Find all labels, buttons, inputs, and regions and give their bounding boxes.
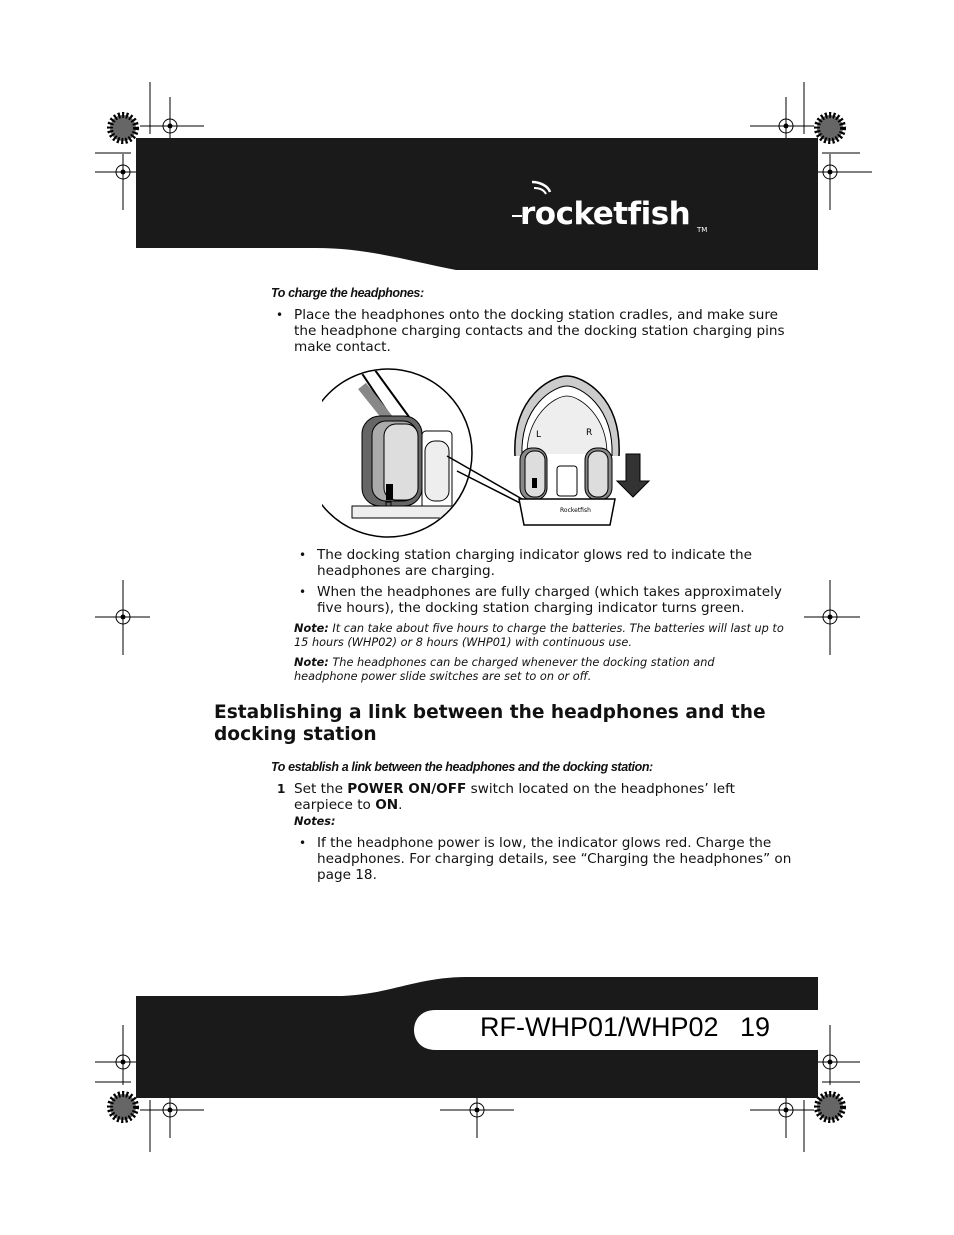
charge-bullet-1-line-3: make contact.: [294, 339, 391, 355]
on-label: ON: [375, 797, 399, 813]
charge-bullet-1-line-2: the headphone charging contacts and the docking station charging pins: [294, 323, 785, 339]
note-charge-switch: [294, 656, 766, 684]
step-1-line2-post: .: [398, 797, 403, 813]
svg-text:Rocketfish: Rocketfish: [560, 507, 591, 514]
figure-label-right: R: [586, 428, 593, 438]
sub-bullet-2-line-2: five hours), the docking station charging indicator turns green.: [317, 600, 745, 616]
power-switch-label: POWER ON/OFF: [347, 781, 467, 797]
section-heading-line-1: Establishing a link between the headphones and the: [214, 702, 766, 723]
headphones-docking-figure: [322, 366, 652, 541]
charge-bullet-1: [276, 307, 785, 357]
link-step-1: [277, 781, 747, 815]
step-1-line2-pre: earpiece to: [294, 797, 376, 813]
charge-sub-bullet-2: [299, 584, 782, 618]
section-heading-line-2: docking station: [214, 724, 377, 745]
sub-bullet-1-line-1: The docking station charging indicator glows red to indicate the: [317, 547, 752, 563]
page-number: 19: [740, 1012, 771, 1042]
brand-logo: rocketfish: [520, 196, 691, 232]
note-charge-time: [294, 622, 784, 650]
notes-heading: Notes:: [294, 815, 336, 828]
note-1-line-2: 15 hours (WHP02) or 8 hours (WHP01) with continuous use.: [294, 636, 632, 649]
charge-run-head: To charge the headphones:: [271, 286, 424, 300]
note-label: Note:: [294, 656, 329, 669]
note-1-line-1: It can take about five hours to charge the batteries. The batteries will last up to: [332, 622, 784, 635]
notes-label: [294, 815, 766, 829]
step-number: 1: [277, 782, 286, 796]
brand-logo-tm: TM: [697, 226, 708, 234]
link-notes-bullet: [299, 835, 792, 885]
link-run-head: To establish a link between the headphones and the docking station:: [271, 760, 653, 774]
sub-bullet-1-line-2: headphones are charging.: [317, 563, 495, 579]
link-note-line-2: headphones. For charging details, see “Charging the headphones” on: [317, 851, 792, 867]
link-note-line-1: If the headphone power is low, the indicator glows red. Charge the: [317, 835, 772, 851]
down-arrow-icon: [617, 454, 649, 497]
step-1-mid: switch located on the headphones’ left: [466, 781, 735, 797]
bullet-mark: •: [299, 836, 307, 850]
section-heading: [214, 702, 774, 746]
note-2-line-1: The headphones can be charged whenever the docking station and: [332, 656, 715, 669]
figure-label-left: L: [536, 430, 542, 440]
charge-bullet-1-line-1: Place the headphones onto the docking station cradles, and make sure: [294, 307, 779, 323]
sub-bullet-2-line-1: When the headphones are fully charged (which takes approximately: [317, 584, 782, 600]
bullet-mark: •: [299, 585, 307, 599]
note-2-line-2: headphone power slide switches are set to on or off.: [294, 670, 592, 683]
bullet-mark: •: [276, 308, 284, 322]
link-note-line-3: page 18.: [317, 867, 377, 883]
footer-model: RF-WHP01/WHP02: [480, 1012, 719, 1042]
step-1-pre: Set the: [294, 781, 348, 797]
bullet-mark: •: [299, 548, 307, 562]
header-band: [136, 138, 818, 270]
note-label: Note:: [294, 622, 329, 635]
charge-sub-bullet-1: [299, 547, 769, 581]
